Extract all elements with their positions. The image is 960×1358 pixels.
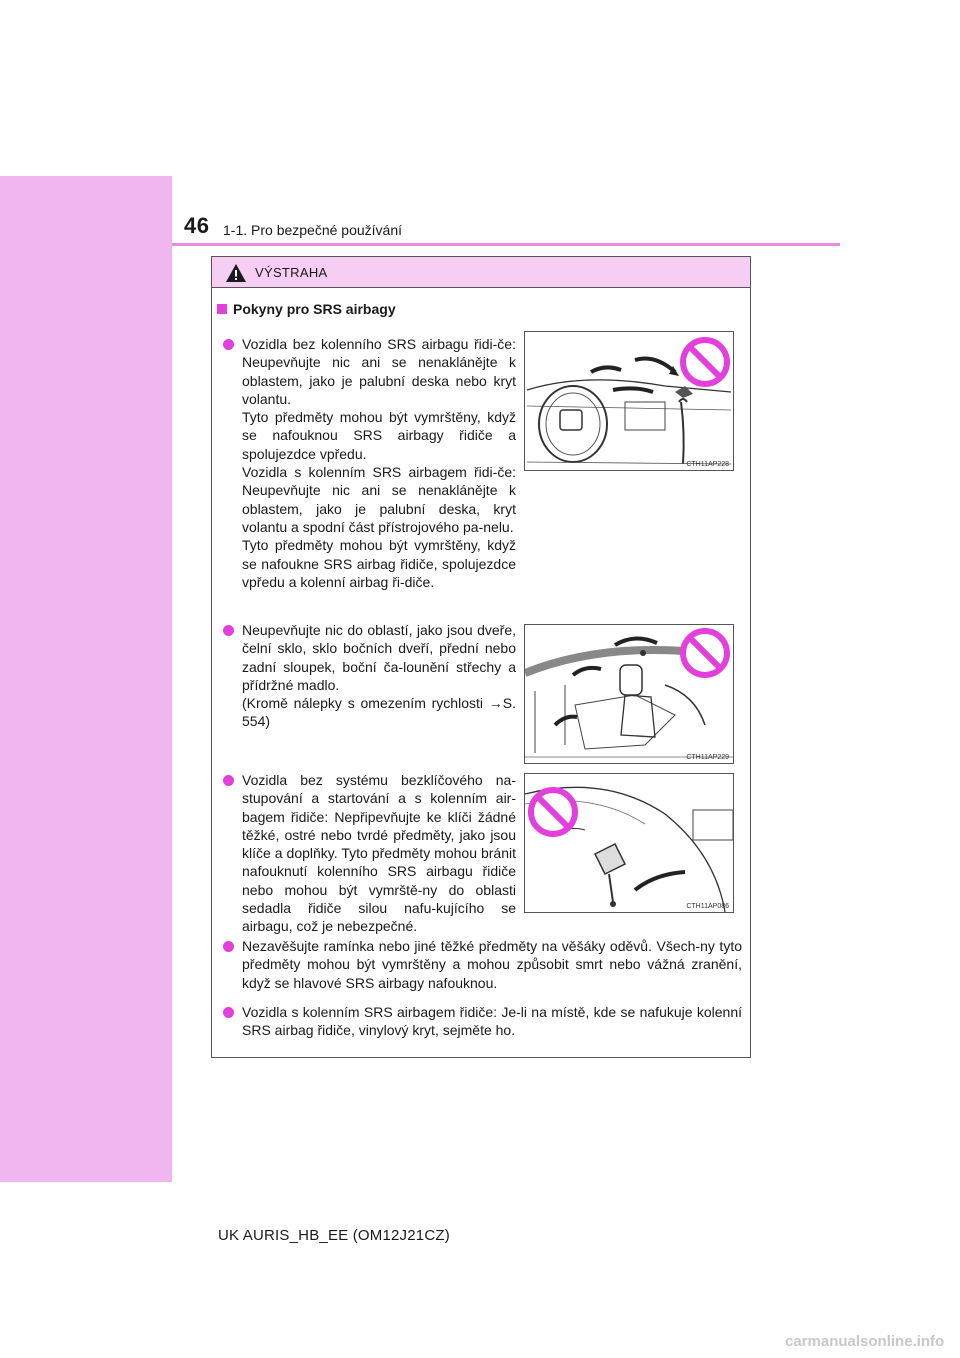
- bullet-paragraph: Tyto předměty mohou být vymrštěny, když se nafouknou SRS airbagy řidiče a spolujezdce vpředu.: [242, 409, 516, 462]
- bullet-paragraph: Vozidla bez systému bezklíčového na-stupování a startování a s kolenním air-bagem řidiče: Nepřipevňujte ke klíči žádné těžké, ostré nebo tvrdé předměty, jako jsou klíče a doplňky. Tyto předměty mohou bránit nafouknutí kolenního SRS airbagu řidiče nebo mohou být vymrště-ny do oblasti sedadla řidiče silou nafu-kujícího se airbagu, což je nebezpečné.: [242, 772, 516, 935]
- bullet-item: [242, 621, 516, 731]
- subheading-text: Pokyny pro SRS airbagy: [233, 301, 396, 317]
- section-title: 1-1. Pro bezpečné používání: [223, 222, 403, 238]
- warning-triangle-icon: [225, 263, 247, 283]
- key-illustration: [525, 774, 733, 912]
- bullet-item: [242, 335, 516, 591]
- interior-illustration: [525, 625, 733, 763]
- bullet-item: [242, 937, 742, 992]
- figure-code: CTH11AP086: [686, 903, 729, 910]
- figure-code: CTH11AP228: [686, 461, 729, 468]
- page-number: 46: [184, 213, 210, 238]
- bullet-paragraph: Vozidla bez kolenního SRS airbagu řidi-če: Neupevňujte nic ani se nenaklánějte k oblastem, jako je palubní deska nebo kryt volantu.: [242, 336, 516, 407]
- bullet-item: [242, 1003, 742, 1040]
- bullet-paragraph: (Kromě nálepky s omezením rychlosti →S. 554): [242, 695, 516, 730]
- bullet-paragraph: Neupevňujte nic do oblastí, jako jsou dveře, čelní sklo, sklo bočních dveří, přední nebo zadní sloupek, boční ča-lounění střechy a přídržné madlo.: [242, 622, 516, 693]
- side-tab-bar: [0, 176, 172, 1182]
- footer-model: UK AURIS_HB_EE (OM12J21CZ): [218, 1227, 450, 1244]
- figure-interior: [524, 624, 734, 764]
- square-bullet-icon: [217, 304, 227, 314]
- dashboard-illustration: [525, 332, 733, 470]
- watermark: carmanualsonline.info: [785, 1333, 945, 1350]
- prohibition-sign-icon: [683, 631, 727, 675]
- warning-title: VÝSTRAHA: [255, 265, 328, 280]
- bullet-paragraph: Vozidla s kolenním SRS airbagem řidiče: Je-li na místě, kde se nafukuje kolenní SRS airbag řidiče, vinylový kryt, sejměte ho.: [242, 1004, 742, 1039]
- prohibition-sign-icon: [683, 340, 727, 384]
- bullet-paragraph: Nezavěšujte ramínka nebo jiné těžké předměty na věšáky oděvů. Všech-ny tyto předměty mohou být vymrštěny a mohou způsobit smrt nebo vážná zranění, když se hlavové SRS airbagy nafouknou.: [242, 938, 742, 991]
- bullet-dot-icon: [223, 941, 234, 952]
- warning-header: [212, 257, 750, 288]
- subheading: [217, 301, 396, 317]
- header-rule: [172, 243, 840, 246]
- figure-code: CTH11AP229: [686, 754, 729, 761]
- bullet-paragraph: Vozidla s kolenním SRS airbagem řidi-če: Neupevňujte nic ani se nenaklánějte k oblastem, jako je palubní deska, kryt volantu a spodní část přístrojového pa-nelu.: [242, 464, 516, 535]
- figure-dashboard: [524, 331, 734, 471]
- bullet-dot-icon: [223, 625, 234, 636]
- figure-key: [524, 773, 734, 913]
- bullet-dot-icon: [223, 1007, 234, 1018]
- bullet-dot-icon: [223, 339, 234, 350]
- bullet-paragraph: Tyto předměty mohou být vymrštěny, když se nafoukne SRS airbag řidiče, spolujezdce vpředu a kolenní airbag ři-diče.: [242, 537, 516, 590]
- warning-box: [211, 256, 751, 1058]
- prohibition-sign-icon: [531, 790, 575, 834]
- bullet-dot-icon: [223, 775, 234, 786]
- bullet-item: [242, 771, 516, 936]
